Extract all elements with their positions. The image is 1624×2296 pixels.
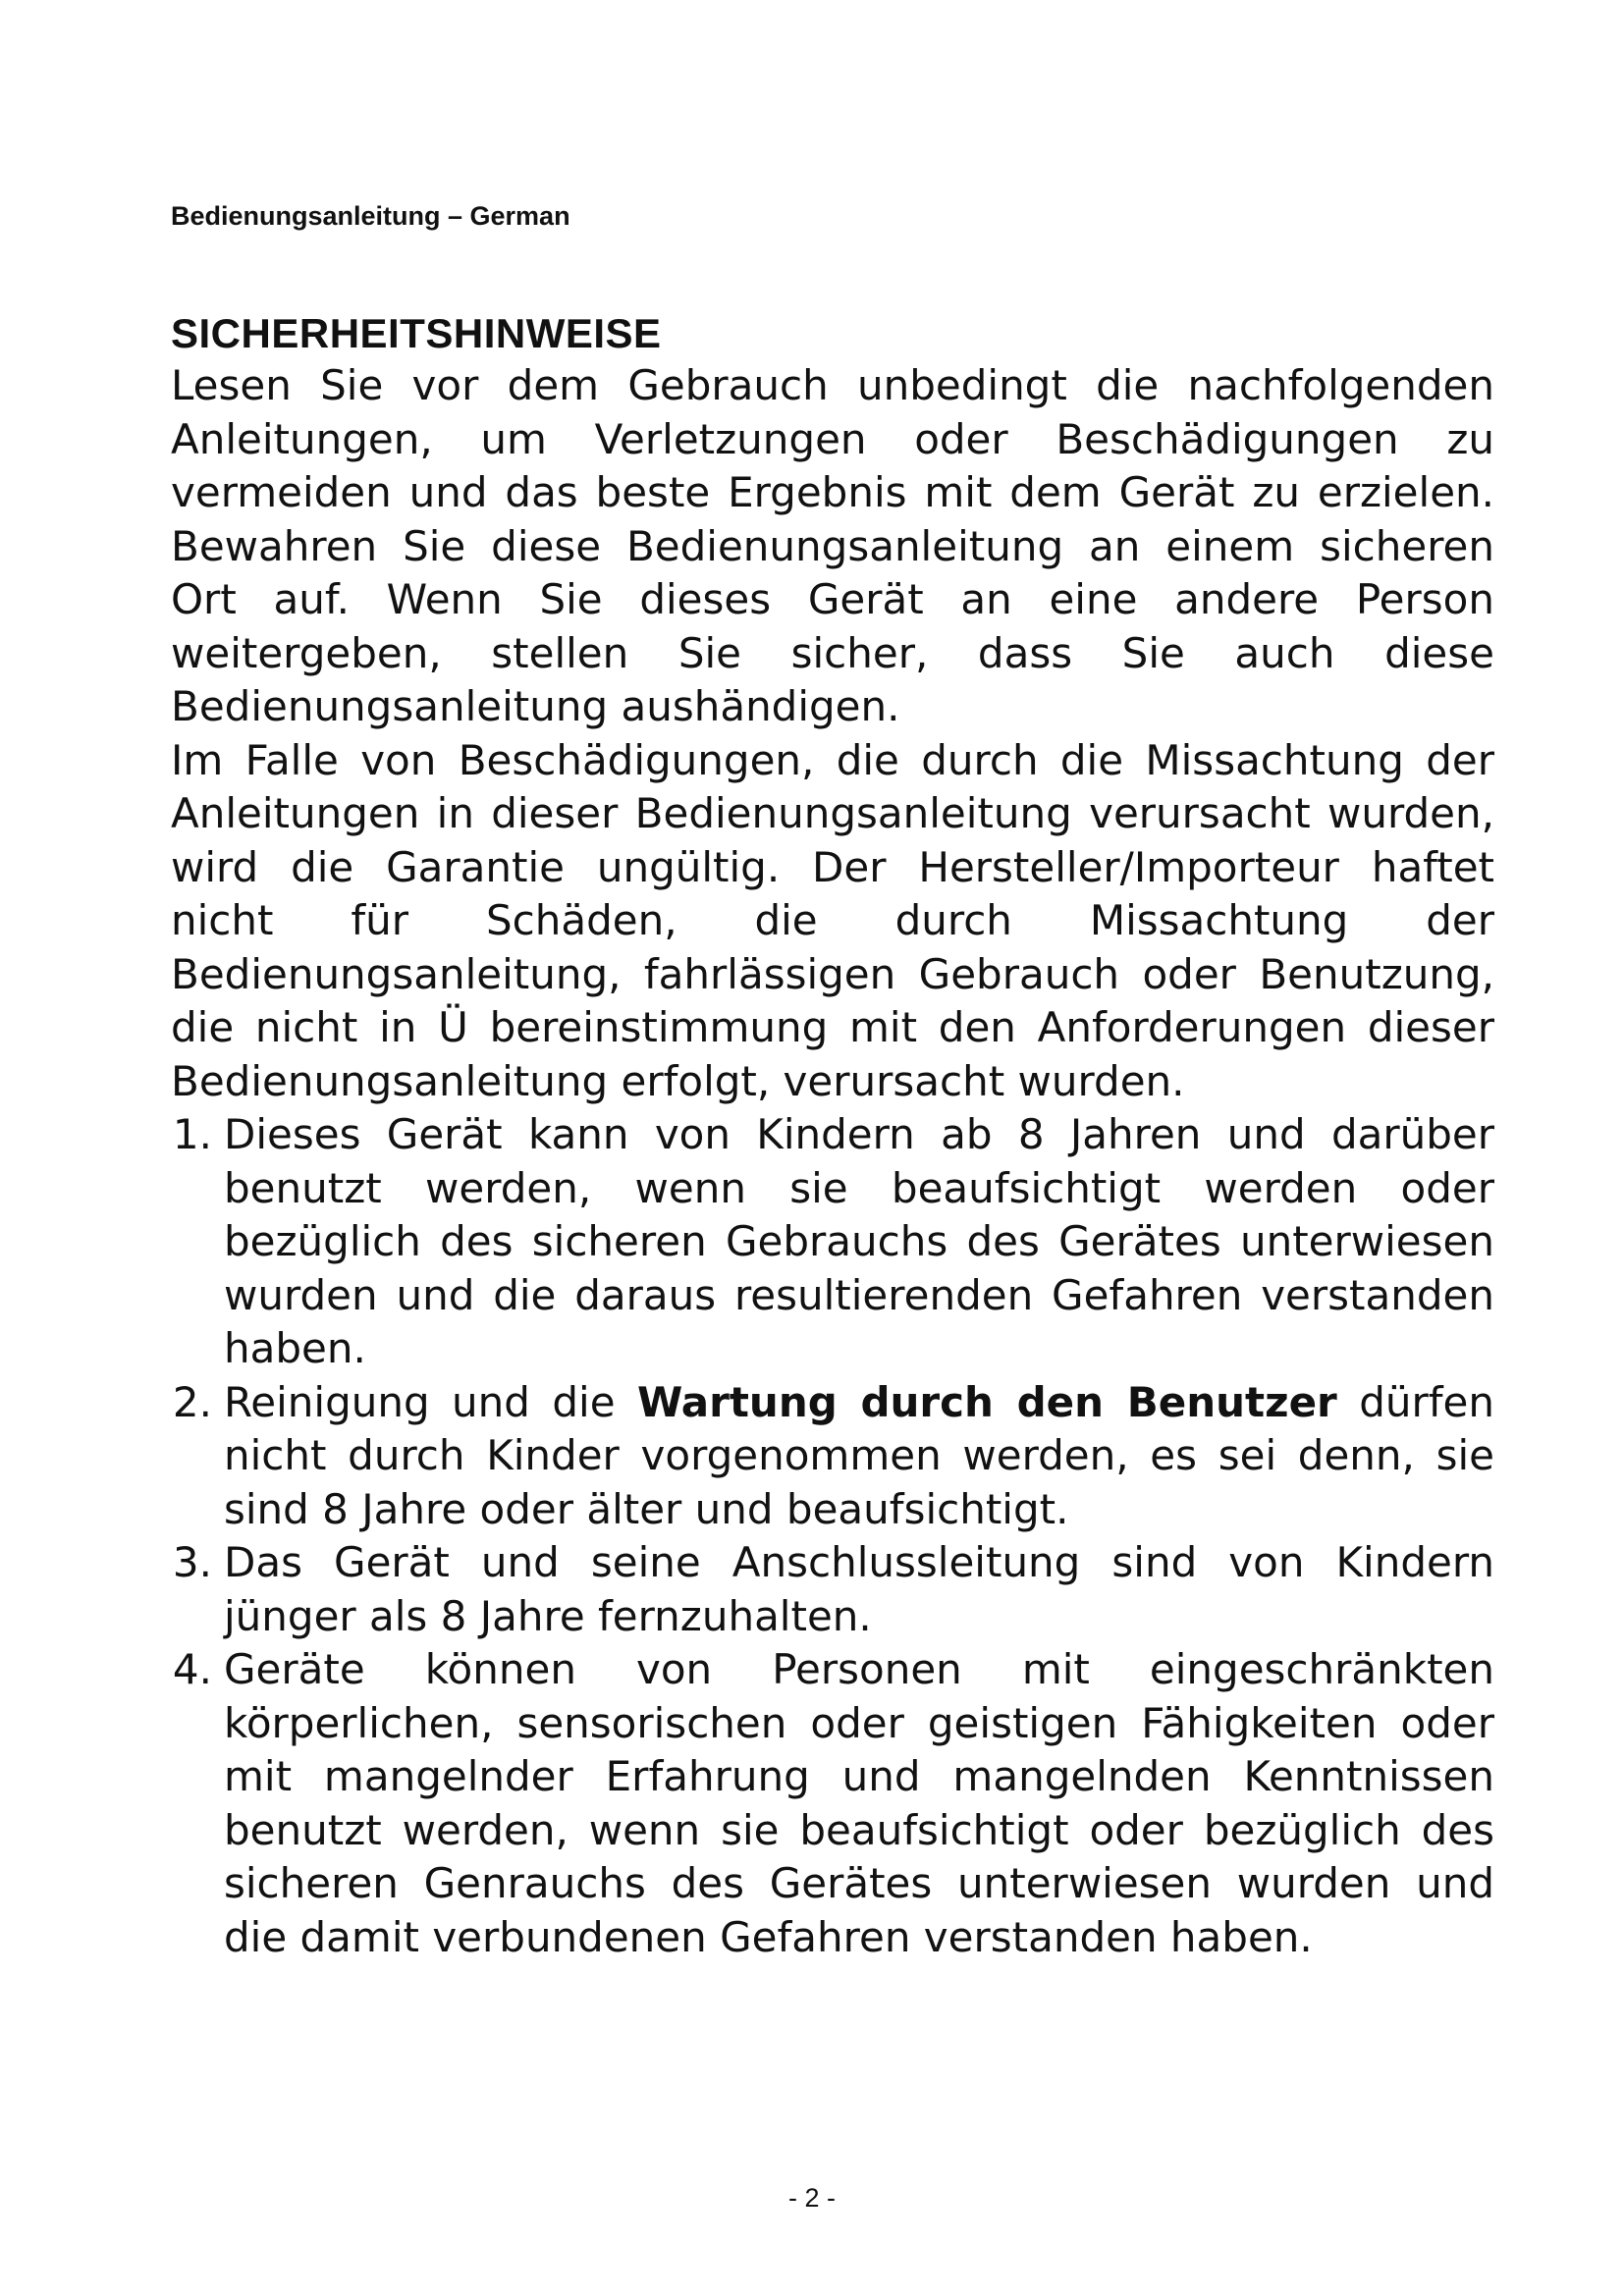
list-item-number: 4. [172,1645,212,1693]
list-item-number: 2. [172,1377,212,1426]
document-header: Bedienungsanleitung – German [171,201,570,231]
list-item-text-start: Reinigung und die [224,1377,637,1426]
warranty-paragraph: Im Falle von Beschädigungen, die durch die Missachtung der Anleitungen in dieser Bedienungsanleitung verursacht wurden, wird die Garantie ungültig. Der Hersteller/Importeur haftet nicht für Schäden, die durch Missachtung der Bedienungsanleitung, fahrlässigen Gebrauch oder Benutzung, die nicht in Ü bereinstimmung mit den Anforderungen dieser Bedienungsanleitung erfolgt, verursacht wurden. [171,735,1494,1105]
list-item [171,1108,1494,1376]
list-item-bold-text: Wartung durch den Benutzer [636,1377,1337,1426]
safety-list [171,1108,1494,1964]
list-item [171,1536,1494,1643]
list-item [171,1376,1494,1537]
page-number: - 2 - [787,2183,836,2213]
list-item-text: Das Gerät und seine Anschlussleitung sind von Kindern jünger als 8 Jahre fernzuhalten. [224,1538,1494,1640]
intro-paragraph: Lesen Sie vor dem Gebrauch unbedingt die nachfolgenden Anleitungen, um Verletzungen oder Beschädigungen zu vermeiden und das beste Ergebnis mit dem Gerät zu erzielen. Bewahren Sie diese Bedienungsanleitung an einem sicheren Ort auf. Wenn Sie dieses Gerät an eine andere Person weitergeben, stellen Sie sicher, dass Sie auch diese Bedienungsanleitung aushändigen. [171,361,1494,730]
list-item-number: 3. [172,1538,212,1586]
list-item-text: Dieses Gerät kann von Kindern ab 8 Jahren und darüber benutzt werden, wenn sie beaufsichtigt werden oder bezüglich des sicheren Gebrauchs des Gerätes unterwiesen wurden und die daraus resultierenden Gefahren verstanden haben. [224,1110,1494,1372]
list-item [171,1643,1494,1964]
list-item-number: 1. [172,1110,212,1158]
list-item-text-end: dürfen nicht durch Kinder vorgenommen werden, es sei denn, sie sind 8 Jahre oder älter und beaufsichtigt. [224,1377,1494,1533]
list-item-text: Geräte können von Personen mit eingeschränkten körperlichen, sensorischen oder geistigen Fähigkeiten oder mit mangelnder Erfahrung und mangelnden Kenntnissen benutzt werden, wenn sie beaufsichtigt oder bezüglich des sicheren Genrauchs des Gerätes unterwiesen wurden und die damit verbundenen Gefahren verstanden haben. [224,1645,1494,1961]
document-body [171,359,1494,1964]
section-title: SICHERHEITSHINWEISE [171,310,662,356]
